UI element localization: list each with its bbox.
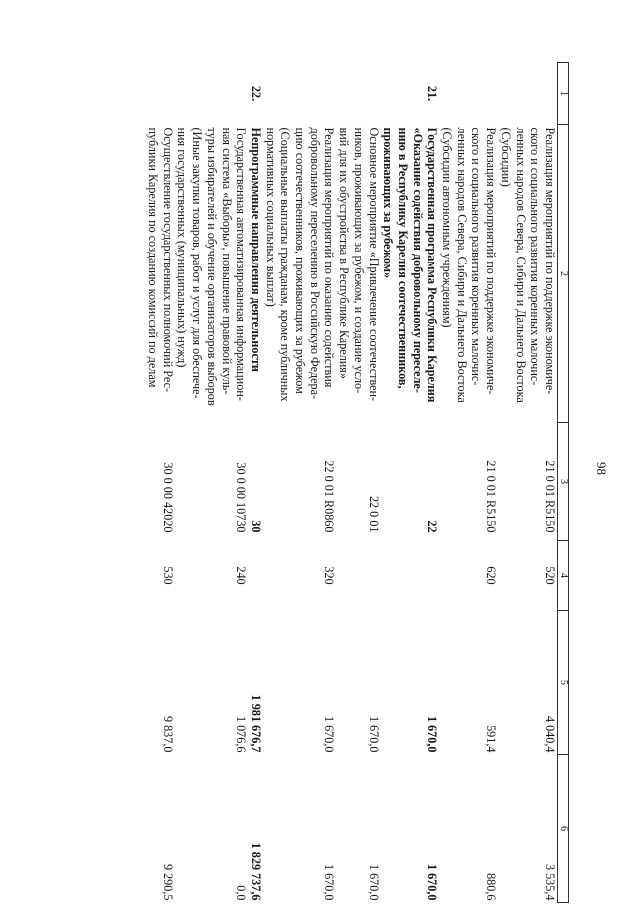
expense-type bbox=[248, 541, 263, 611]
amount-year-2: 9 290,5 bbox=[160, 863, 175, 901]
amount-year-2: 1 670,0 bbox=[322, 863, 337, 901]
amount-year-2: 1 829 737,6 bbox=[248, 842, 263, 901]
amount-year-2: 0,0 bbox=[234, 885, 249, 901]
row-name-line: цию соотечественников, проживающих за рубежом bbox=[293, 127, 308, 394]
rotated-table-sheet bbox=[49, 62, 609, 902]
row-number bbox=[145, 63, 174, 125]
row-name-line: публики Карелия по созданию комиссий по делам bbox=[146, 127, 161, 388]
amount-year-1: 1 670,0 bbox=[322, 715, 337, 753]
row-name bbox=[175, 125, 249, 423]
row-name bbox=[439, 125, 498, 423]
row-name-line: ленных народов Севера, Сибири и Дальнего Востока bbox=[454, 127, 469, 403]
amount-year-2: 880,6 bbox=[484, 873, 499, 901]
target-code: 30 0 00 10730 bbox=[234, 462, 249, 533]
row-name-line: Основное мероприятие «Привлечение соотечествен- bbox=[366, 127, 381, 402]
table-row bbox=[498, 63, 557, 903]
column-header: 5 bbox=[558, 611, 569, 755]
row-name bbox=[498, 125, 557, 423]
row-name-line: (Субсидии) bbox=[498, 127, 513, 187]
target-code: 22 0 01 R0860 bbox=[322, 460, 337, 533]
row-number: 22. bbox=[248, 85, 263, 102]
table-row bbox=[439, 63, 498, 903]
table-row bbox=[145, 63, 174, 903]
row-name-line: Государственная программа Республики Карелия bbox=[425, 127, 440, 403]
amount-year-1: 4 040,4 bbox=[543, 715, 557, 753]
expense-type: 240 bbox=[234, 566, 249, 585]
row-name-line: Реализация мероприятий по поддержке экономиче- bbox=[543, 127, 557, 395]
amount-year-1: 1 670,0 bbox=[425, 715, 440, 753]
row-name bbox=[263, 125, 337, 423]
row-name-line: ная система «Выборы», повышение правовой куль- bbox=[219, 127, 234, 395]
table-row bbox=[381, 63, 440, 903]
row-name-line: (Социальные выплаты гражданам, кроме публичных bbox=[278, 127, 293, 402]
row-name-line: (Субсидии автономным учреждениям) bbox=[440, 127, 455, 328]
row-number bbox=[336, 63, 380, 125]
row-name-line: проживающих за рубежом» bbox=[381, 127, 396, 279]
row-name-line: ленных народов Севера, Сибири и Дальнего Востока bbox=[513, 127, 528, 403]
table-row bbox=[175, 63, 249, 903]
table-row bbox=[248, 63, 263, 903]
expense-type bbox=[381, 541, 440, 611]
row-name-line: ского и социального развития коренных малочис- bbox=[528, 127, 543, 386]
target-code: 21 0 01 R5150 bbox=[543, 460, 557, 533]
amount-year-1: 1 076,6 bbox=[234, 715, 249, 753]
row-number bbox=[263, 63, 337, 125]
budget-table bbox=[145, 62, 569, 903]
amount-year-1: 9 837,0 bbox=[160, 715, 175, 753]
row-name-line: (Иные закупки товаров, работ и услуг для обеспече- bbox=[190, 127, 205, 399]
table-row bbox=[336, 63, 380, 903]
row-name-line: добровольному переселению в Российскую Федера- bbox=[307, 127, 322, 400]
expense-type: 620 bbox=[484, 566, 499, 585]
row-name-line: туры избирателей и обучение организаторов выборов bbox=[204, 127, 219, 406]
page-number: 98 bbox=[594, 462, 609, 475]
target-code: 30 bbox=[248, 520, 263, 533]
table-header-row bbox=[558, 63, 569, 903]
amount-year-1: 1 981 676,7 bbox=[248, 694, 263, 753]
target-code: 21 0 01 R5150 bbox=[484, 460, 499, 533]
row-name-line: нормативных социальных выплат) bbox=[263, 127, 278, 307]
target-code: 22 bbox=[425, 520, 440, 533]
row-name bbox=[248, 125, 263, 423]
amount-year-2: 3 535,4 bbox=[543, 863, 557, 901]
target-code: 30 0 00 42020 bbox=[160, 462, 175, 533]
row-name-line: Реализация мероприятий по поддержке экономиче- bbox=[484, 127, 499, 395]
row-name bbox=[145, 125, 174, 423]
row-name-line: Государственная автоматизированная информацион- bbox=[234, 127, 249, 401]
column-header: 1 bbox=[558, 63, 569, 125]
row-name-line: ского и социального развития коренных малочис- bbox=[469, 127, 484, 386]
row-number bbox=[175, 63, 249, 125]
expense-type: 520 bbox=[543, 566, 557, 585]
row-name bbox=[381, 125, 440, 423]
column-header: 6 bbox=[558, 755, 569, 903]
target-code: 22 0 01 bbox=[366, 495, 381, 533]
row-number bbox=[498, 63, 557, 125]
expense-type: 320 bbox=[322, 566, 337, 585]
row-name-line: Непрограммные направления деятельности bbox=[248, 127, 263, 372]
row-name-line: нию в Республику Карелия соотечественников, bbox=[395, 127, 410, 389]
amount-year-2: 1 670,0 bbox=[366, 863, 381, 901]
row-name-line: Осуществление государственных полномочий Рес- bbox=[160, 127, 175, 393]
column-header: 4 bbox=[558, 541, 569, 611]
amount-year-1: 1 670,0 bbox=[366, 715, 381, 753]
expense-type bbox=[336, 541, 380, 611]
amount-year-2: 1 670,0 bbox=[425, 863, 440, 901]
row-name-line: вий для их обустройства в Республике Карелия» bbox=[337, 127, 352, 380]
row-number bbox=[439, 63, 498, 125]
amount-year-1: 591,4 bbox=[484, 725, 499, 753]
row-name-line: Реализация мероприятий по оказанию содействия bbox=[322, 127, 337, 388]
row-number: 21. bbox=[425, 85, 440, 102]
table-row bbox=[263, 63, 337, 903]
row-name-line: ния государственных (муниципальных) нужд) bbox=[175, 127, 190, 368]
row-name bbox=[336, 125, 380, 423]
column-header: 3 bbox=[558, 423, 569, 541]
expense-type: 530 bbox=[160, 566, 175, 585]
row-name-line: «Оказание содействия добровольному переселе- bbox=[410, 127, 425, 393]
row-name-line: ников, проживающих за рубежом, и создание усло- bbox=[351, 127, 366, 394]
column-header: 2 bbox=[558, 125, 569, 423]
